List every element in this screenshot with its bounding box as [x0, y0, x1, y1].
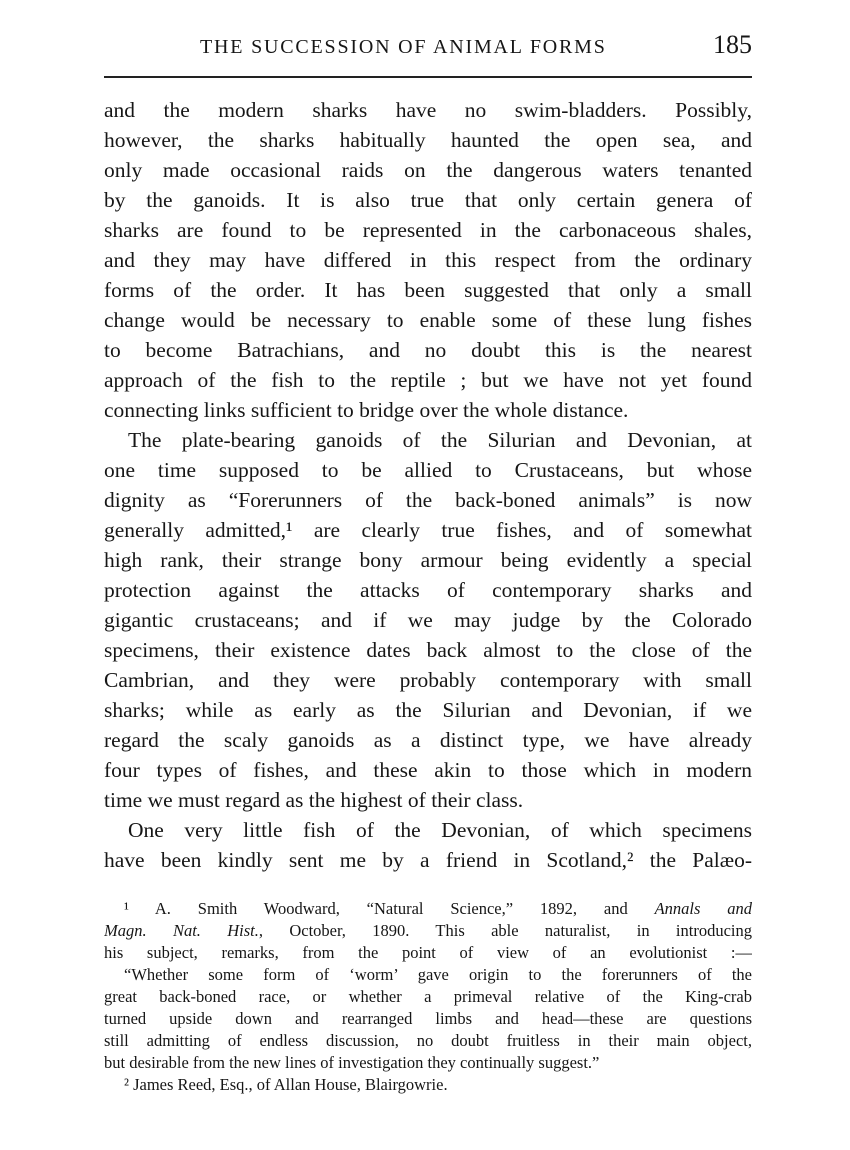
text-line: One very little fish of the Devonian, of which specimens [128, 818, 752, 842]
footnote-1-line: great back-boned race, or whether a primeval relative of the King-crab [104, 987, 752, 1006]
text-line: and they may have differed in this respect from the ordinary [104, 248, 752, 272]
text-line: The plate-bearing ganoids of the Silurian and Devonian, at [128, 428, 752, 452]
text-line: generally admitted,¹ are clearly true fishes, and of somewhat [104, 518, 752, 542]
text-line: protection against the attacks of contemporary sharks and [104, 578, 752, 602]
body-text [104, 95, 752, 875]
footnote-2: ² James Reed, Esq., of Allan House, Blairgowrie. [124, 1075, 448, 1094]
running-title: THE SUCCESSION OF ANIMAL FORMS [200, 36, 607, 58]
footnotes [104, 898, 752, 1096]
text-line: by the ganoids. It is also true that only certain genera of [104, 188, 752, 212]
text-line: have been kindly sent me by a friend in Scotland,² the Palæo- [104, 848, 752, 872]
text-line: Cambrian, and they were probably contemporary with small [104, 668, 752, 692]
text-line: time we must regard as the highest of their class. [104, 788, 524, 812]
text-line: one time supposed to be allied to Crustaceans, but whose [104, 458, 752, 482]
page-number: 185 [713, 30, 752, 59]
text-line: four types of fishes, and these akin to those which in modern [104, 758, 752, 782]
text-line: however, the sharks habitually haunted the open sea, and [104, 128, 752, 152]
text-line: dignity as “Forerunners of the back-boned animals” is now [104, 488, 752, 512]
text-line: gigantic crustaceans; and if we may judge by the Colorado [104, 608, 752, 632]
footnote-1-line: “Whether some form of ‘worm’ gave origin to the forerunners of the [124, 965, 752, 984]
text-line: high rank, their strange bony armour being evidently a special [104, 548, 752, 572]
text-line: only made occasional raids on the dangerous waters tenanted [104, 158, 752, 182]
text-line: approach of the fish to the reptile ; but we have not yet found [104, 368, 752, 392]
text-line: sharks; while as early as the Silurian and Devonian, if we [104, 698, 752, 722]
text-line: regard the scaly ganoids as a distinct type, we have already [104, 728, 752, 752]
text-line: connecting links sufficient to bridge over the whole distance. [104, 398, 629, 422]
footnote-1-line: Magn. Nat. Hist., October, 1890. This able naturalist, in introducing [104, 921, 752, 940]
footnote-1-line: ¹ A. Smith Woodward, “Natural Science,” 1892, and Annals and [124, 899, 752, 918]
text-line: and the modern sharks have no swim-bladders. Possibly, [104, 98, 752, 122]
footnote-1-line: still admitting of endless discussion, no doubt fruitless in their main object, [104, 1031, 752, 1050]
text-line: to become Batrachians, and no doubt this is the nearest [104, 338, 752, 362]
footnote-1-line: his subject, remarks, from the point of view of an evolutionist :— [104, 943, 752, 962]
text-line: sharks are found to be represented in the carbonaceous shales, [104, 218, 752, 242]
text-line: forms of the order. It has been suggested that only a small [104, 278, 752, 302]
text-line: change would be necessary to enable some of these lung fishes [104, 308, 752, 332]
footnote-1-line: turned upside down and rearranged limbs and head—these are questions [104, 1009, 752, 1028]
running-header [104, 26, 752, 66]
footnote-1-line: but desirable from the new lines of investigation they continually suggest.” [104, 1053, 600, 1072]
text-line: specimens, their existence dates back almost to the close of the [104, 638, 752, 662]
header-rule [104, 76, 752, 78]
